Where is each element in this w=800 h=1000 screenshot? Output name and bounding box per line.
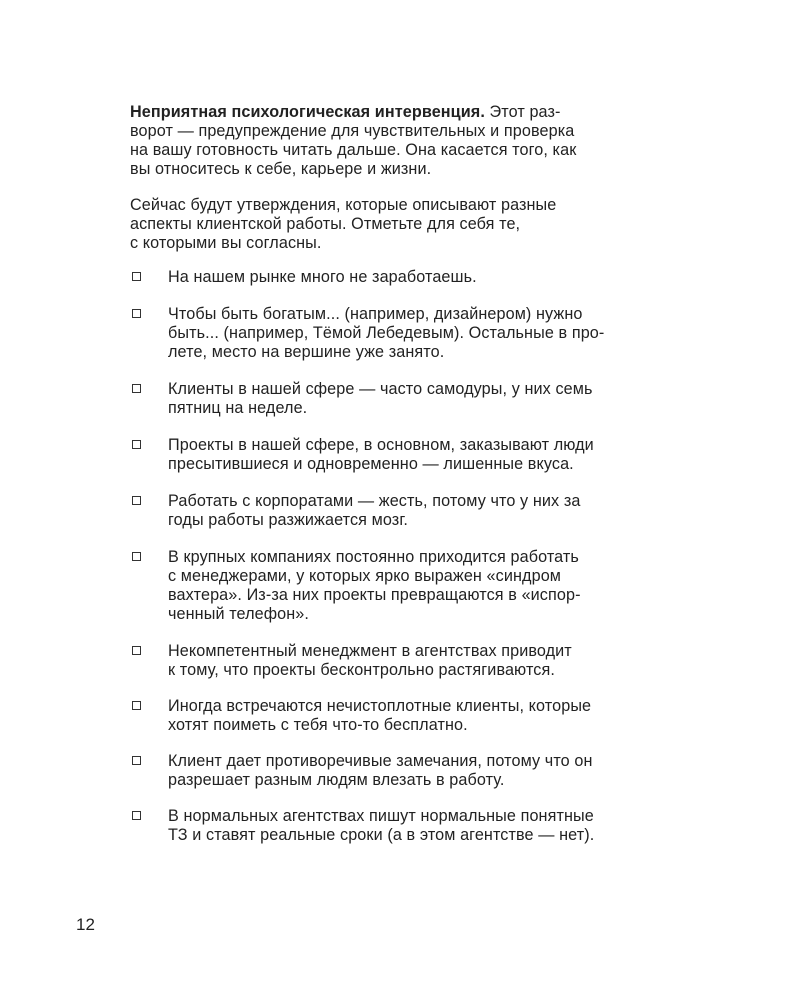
checklist-item-line: В нормальных агентствах пишут нормальные понятные [168, 807, 594, 825]
checklist-item [130, 380, 710, 418]
checklist-item-line: к тому, что проекты бесконтрольно растягиваются. [168, 661, 555, 679]
checklist-item-line: Проекты в нашей сфере, в основном, заказывают люди [168, 436, 594, 454]
checkbox-square-icon[interactable] [132, 646, 141, 655]
checkbox-square-icon[interactable] [132, 384, 141, 393]
checklist-item-line: ТЗ и ставят реальные сроки (а в этом агентстве — нет). [168, 826, 595, 844]
checklist-item-line: разрешает разным людям влезать в работу. [168, 771, 505, 789]
checklist-item [130, 436, 710, 474]
checklist-item-line: На нашем рынке много не заработаешь. [168, 268, 477, 286]
checklist-item-line: Иногда встречаются нечистоплотные клиенты, которые [168, 697, 592, 715]
instruction-line: аспекты клиентской работы. Отметьте для себя те, [130, 215, 521, 233]
statement-checklist [130, 268, 710, 845]
checkbox-square-icon[interactable] [132, 496, 141, 505]
checklist-item-line: с менеджерами, у которых ярко выражен «синдром [168, 567, 562, 585]
checklist-item [130, 548, 710, 624]
checklist-item-line: Некомпетентный менеджмент в агентствах приводит [168, 642, 572, 660]
checklist-item-line: хотят поиметь с тебя что-то бесплатно. [168, 716, 468, 734]
checklist-item [130, 268, 710, 287]
checklist-item [130, 305, 710, 362]
checkbox-square-icon[interactable] [132, 811, 141, 820]
intro-line: вы относитесь к себе, карьере и жизни. [130, 160, 432, 178]
checklist-item-line: быть... (например, Тёмой Лебедевым). Остальные в про- [168, 324, 605, 342]
checklist-item-line: Клиент дает противоречивые замечания, потому что он [168, 752, 593, 770]
page-number: 12 [76, 915, 95, 934]
instruction-paragraph [130, 196, 700, 253]
intro-bold-lead: Неприятная психологическая интервенция. [130, 103, 485, 121]
checklist-item-line: пятниц на неделе. [168, 399, 308, 417]
checklist-item-line: ченный телефон». [168, 605, 309, 623]
checklist-item [130, 697, 710, 735]
checkbox-square-icon[interactable] [132, 756, 141, 765]
checkbox-square-icon[interactable] [132, 701, 141, 710]
checkbox-square-icon[interactable] [132, 440, 141, 449]
checklist-item-line: вахтера». Из-за них проекты превращаются в «испор- [168, 586, 581, 604]
instruction-line: Сейчас будут утверждения, которые описывают разные [130, 196, 557, 214]
checkbox-square-icon[interactable] [132, 309, 141, 318]
instruction-line: с которыми вы согласны. [130, 234, 322, 252]
checklist-item-line: Чтобы быть богатым... (например, дизайнером) нужно [168, 305, 583, 323]
intro-paragraph [130, 103, 700, 179]
intro-line [130, 103, 700, 122]
intro-line: ворот — предупреждение для чувствительных и проверка [130, 122, 575, 140]
checklist-item-line: Клиенты в нашей сфере — часто самодуры, у них семь [168, 380, 593, 398]
checkbox-square-icon[interactable] [132, 272, 141, 281]
checklist-item-line: лете, место на вершине уже занято. [168, 343, 445, 361]
checklist-item-line: пресытившиеся и одновременно — лишенные вкуса. [168, 455, 574, 473]
checklist-item [130, 807, 710, 845]
checklist-item [130, 492, 710, 530]
checklist-item [130, 752, 710, 790]
checklist-item-line: В крупных компаниях постоянно приходится работать [168, 548, 579, 566]
intro-line: на вашу готовность читать дальше. Она касается того, как [130, 141, 577, 159]
checklist-item-line: Работать с корпоратами — жесть, потому что у них за [168, 492, 581, 510]
checkbox-square-icon[interactable] [132, 552, 141, 561]
checklist-item [130, 642, 710, 680]
checklist-item-line: годы работы разжижается мозг. [168, 511, 408, 529]
intro-line1-rest: Этот раз- [484, 103, 561, 121]
